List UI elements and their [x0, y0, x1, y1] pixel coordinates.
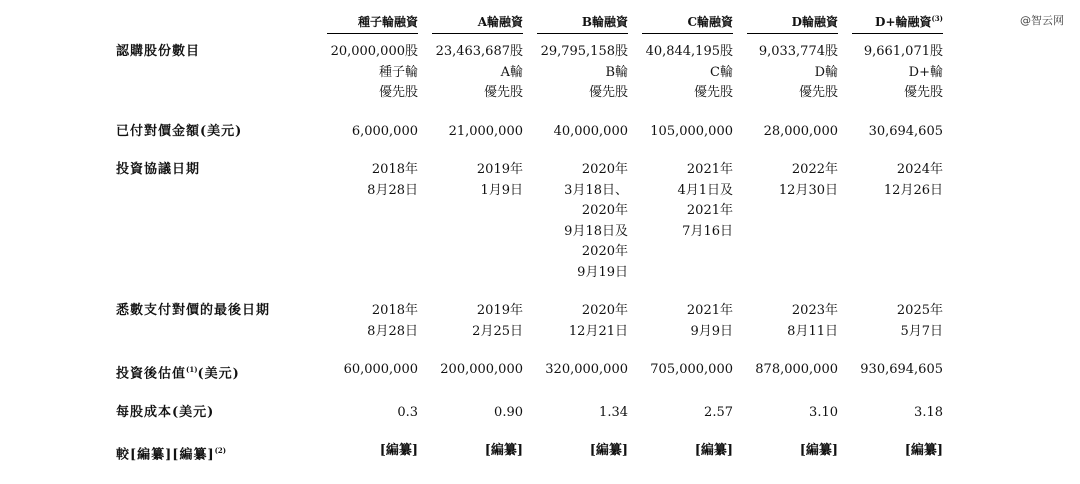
table-cell: 23,463,687股 A輪 優先股 — [435, 44, 523, 100]
row-label: 悉數支付對價的最後日期 — [116, 303, 271, 318]
table-cell: 2018年 8月28日 — [367, 303, 418, 339]
table-cell: [編纂] — [799, 443, 838, 459]
table-cell: 2025年 5月7日 — [896, 303, 943, 339]
table-cell: 9,661,071股 D+輪 優先股 — [863, 44, 943, 100]
row-label: 認購股份數目 — [116, 44, 201, 59]
financing-table — [108, 10, 945, 466]
row-agreement-date — [108, 142, 945, 283]
table-cell: 29,795,158股 B輪 優先股 — [540, 44, 628, 100]
table-cell: [編纂] — [484, 443, 523, 459]
row-label: 投資協議日期 — [116, 162, 201, 177]
header-series-c: C輪融資 — [630, 10, 735, 34]
table-cell: 20,000,000股 種子輪 優先股 — [330, 44, 418, 100]
table-cell: 2024年 12月26日 — [883, 162, 943, 198]
table-cell: 2018年 8月28日 — [367, 162, 418, 198]
table-cell: 40,000,000 — [553, 123, 628, 139]
watermark: @智云网 — [1020, 14, 1064, 27]
footnote-ref: (2) — [214, 446, 227, 456]
row-consideration-paid — [108, 104, 945, 143]
table-cell: [編纂] — [694, 443, 733, 459]
table-cell: 2.57 — [704, 404, 733, 420]
table-cell: 0.3 — [397, 404, 418, 420]
table-cell: 40,844,195股 C輪 優先股 — [645, 44, 733, 100]
table-cell: [編纂] — [589, 443, 628, 459]
table-cell: 2019年 2月25日 — [472, 303, 523, 339]
table-cell: 2019年 1月9日 — [476, 162, 523, 198]
row-final-payment-date — [108, 283, 945, 342]
row-premium-discount — [108, 423, 945, 466]
row-shares-subscribed — [108, 34, 945, 104]
table-cell: [編纂] — [904, 443, 943, 459]
header-row — [108, 10, 945, 34]
header-seed: 種子輪融資 — [315, 10, 420, 34]
table-cell: 6,000,000 — [351, 123, 418, 139]
table-cell: 30,694,605 — [868, 123, 943, 139]
table-cell: 9,033,774股 D輪 優先股 — [758, 44, 838, 100]
table-cell: 2020年 3月18日、 2020年 9月18日及 2020年 9月19日 — [564, 162, 628, 280]
table-cell: 930,694,605 — [860, 362, 943, 377]
row-label: 每股成本(美元) — [116, 404, 215, 420]
table-cell: 1.34 — [599, 404, 628, 420]
table-cell: 2021年 9月9日 — [686, 303, 733, 339]
row-label: 已付對價金額(美元) — [116, 123, 243, 139]
table-cell: 705,000,000 — [650, 362, 733, 377]
table-cell: 105,000,000 — [650, 123, 733, 139]
table-cell: 28,000,000 — [763, 123, 838, 139]
table-cell: 2020年 12月21日 — [568, 303, 628, 339]
header-empty — [108, 10, 315, 34]
table-cell: 200,000,000 — [440, 362, 523, 377]
table-cell: 2022年 12月30日 — [778, 162, 838, 198]
table-cell: 3.10 — [809, 404, 838, 420]
footnote-ref: (1) — [186, 365, 198, 374]
table-cell: 878,000,000 — [755, 362, 838, 377]
row-post-money-valuation — [108, 342, 945, 385]
header-series-a: A輪融資 — [420, 10, 525, 34]
row-cost-per-share — [108, 385, 945, 424]
table-cell: 2021年 4月1日及 2021年 7月16日 — [677, 162, 733, 239]
table-cell: 2023年 8月11日 — [787, 303, 838, 339]
table-cell: 3.18 — [914, 404, 943, 420]
header-series-d: D輪融資 — [735, 10, 840, 34]
table-cell: [編纂] — [379, 443, 418, 459]
table-cell: 320,000,000 — [545, 362, 628, 377]
row-label: 投資後估值$^{(1)}$(美元) — [116, 365, 240, 382]
header-series-d-plus: D+輪融資$^{(3)}$ — [840, 10, 945, 34]
table-cell: 60,000,000 — [343, 362, 418, 377]
header-note: (3) — [931, 14, 943, 23]
row-label: 較[編纂][編纂]$^{(2)}$ — [116, 446, 227, 463]
table-cell: 21,000,000 — [448, 123, 523, 139]
header-series-b: B輪融資 — [525, 10, 630, 34]
table-cell: 0.90 — [494, 404, 523, 420]
